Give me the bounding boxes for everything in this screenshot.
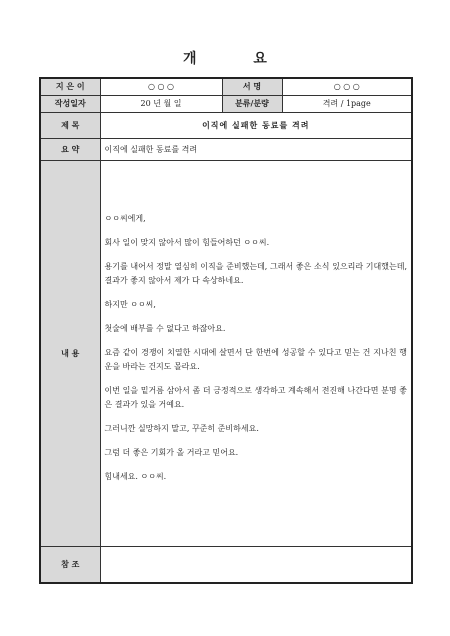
reference-value[interactable] <box>100 546 412 583</box>
subject-label: 제 목 <box>40 112 100 138</box>
author-row <box>40 78 412 95</box>
category-value[interactable]: 격려 / 1page <box>282 95 412 112</box>
signature-value[interactable]: ○ ○ ○ <box>282 78 412 95</box>
author-value[interactable]: ○ ○ ○ <box>100 78 222 95</box>
content-paragraph: 그러니깐 실망하지 말고, 꾸준히 준비하세요. <box>104 424 259 433</box>
summary-row <box>40 138 412 160</box>
content-paragraph: 첫술에 배부를 수 없다고 하잖아요. <box>104 324 226 333</box>
date-row <box>40 95 412 112</box>
signature-label: 서 명 <box>222 78 282 95</box>
document-form <box>39 77 413 584</box>
content-paragraph: 회사 일이 맞지 않아서 많이 힘들어하던 ㅇㅇ씨. <box>104 238 270 247</box>
date-label: 작성일자 <box>40 95 100 112</box>
summary-value[interactable]: 이직에 실패한 동료를 격려 <box>100 138 412 160</box>
content-paragraph: 요즘 같이 경쟁이 치열한 시대에 살면서 단 한번에 성공할 수 있다고 믿는 건 지나친 행운을 바라는 건지도 몰라요. <box>104 348 407 371</box>
content-paragraph: 이번 일을 밑거름 삼아서 좀 더 긍정적으로 생각하고 계속해서 전진해 나간다면 분명 좋은 결과가 있을 거예요. <box>104 386 407 409</box>
content-paragraph: 힘내세요. ㅇㅇ씨. <box>104 472 167 481</box>
category-label: 분류/분량 <box>222 95 282 112</box>
summary-label: 요 약 <box>40 138 100 160</box>
date-value[interactable]: 20 년 월 일 <box>100 95 222 112</box>
page-title: 개 요 <box>183 51 293 67</box>
content-row <box>40 160 412 546</box>
reference-label: 참 조 <box>40 546 100 583</box>
subject-row <box>40 112 412 138</box>
content-paragraph: 하지만 ㅇㅇ씨, <box>104 300 156 309</box>
content-paragraph: ㅇㅇ씨에게, <box>104 214 146 223</box>
subject-value[interactable]: 이직에 실패한 동료를 격려 <box>100 112 412 138</box>
content-paragraph: 그럼 더 좋은 기회가 올 거라고 믿어요. <box>104 448 239 457</box>
reference-row <box>40 546 412 583</box>
content-label: 내 용 <box>40 160 100 546</box>
content-body[interactable] <box>100 160 412 546</box>
content-paragraph: 용기를 내어서 정말 열심히 이직을 준비했는데, 그래서 좋은 소식 있으리라 기대했는데, 결과가 좋지 않아서 제가 다 속상하네요. <box>104 262 407 285</box>
author-label: 지 은 이 <box>40 78 100 95</box>
